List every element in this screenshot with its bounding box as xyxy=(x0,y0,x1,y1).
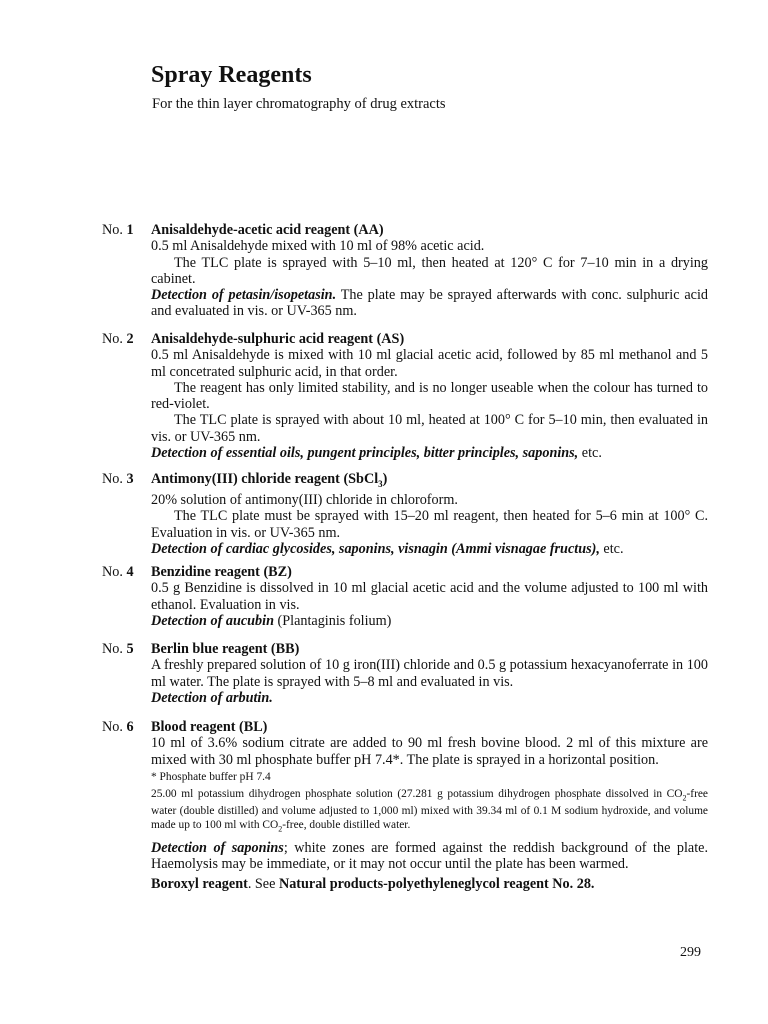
reagent-detection: Detection of arbutin. xyxy=(151,689,273,706)
reagent-stability-note: The reagent has only limited stability, and is no longer useable when the colour has turned to red-violet. xyxy=(151,379,708,413)
reagent-heading: Anisaldehyde-sulphuric acid reagent (AS) xyxy=(151,331,405,347)
entry-number: No. 1 xyxy=(102,222,134,238)
reagent-detection: Detection of petasin/isopetasin. The plate may be sprayed afterwards with conc. sulphuric acid and evaluated in vis. or UV-365 nm. xyxy=(151,287,708,320)
reagent-procedure: The TLC plate must be sprayed with 15–20 ml reagent, then heated for 5–6 min at 100° C. Evaluation in vis. or UV-365 nm. xyxy=(151,508,708,541)
reagent-entry-1 xyxy=(102,222,708,320)
entry-number: No. 2 xyxy=(102,331,134,347)
reagent-heading: Blood reagent (BL) xyxy=(151,719,268,735)
footnote-title: * Phosphate buffer pH 7.4 xyxy=(151,770,271,783)
entry-number: No. 5 xyxy=(102,641,134,657)
reagent-detection: Detection of aucubin (Plantaginis folium) xyxy=(151,612,392,629)
reagent-preparation: 10 ml of 3.6% sodium citrate are added to 90 ml fresh bovine blood. 2 ml of this mixture are mixed with 30 ml phosphate buffer pH 7.4*. The plate is sprayed in a horizontal position. xyxy=(151,735,708,768)
reagent-detection: Detection of saponins; white zones are formed against the reddish background of the plate. Haemolysis may be immediate, or it may not occur until the plate has been warmed. xyxy=(151,839,708,872)
reagent-preparation: A freshly prepared solution of 10 g iron(III) chloride and 0.5 g potassium hexacyanoferrate in 100 ml water. The plate is sprayed with 5–8 ml and evaluated in vis. xyxy=(151,657,708,690)
entry-number: No. 3 xyxy=(102,471,134,487)
reagent-procedure: The TLC plate is sprayed with 5–10 ml, then heated at 120° C for 7–10 min in a drying cabinet. xyxy=(151,254,708,287)
page-subtitle: For the thin layer chromatography of drug extracts xyxy=(152,96,446,112)
reagent-entry-5 xyxy=(102,641,708,706)
reagent-heading: Anisaldehyde-acetic acid reagent (AA) xyxy=(151,222,384,238)
reagent-entry-2 xyxy=(102,331,708,461)
entry-number: No. 4 xyxy=(102,564,134,580)
page-title: Spray Reagents xyxy=(151,62,312,88)
reagent-entry-6 xyxy=(102,719,708,893)
reagent-entry-4 xyxy=(102,564,708,629)
reagent-detection: Detection of essential oils, pungent principles, bitter principles, saponins, etc. xyxy=(151,445,602,462)
reagent-preparation: 0.5 ml Anisaldehyde is mixed with 10 ml glacial acetic acid, followed by 85 ml methanol and 5 ml concetrated sulphuric acid, in that order. xyxy=(151,347,708,380)
reagent-preparation: 20% solution of antimony(III) chloride in chloroform. xyxy=(151,492,458,509)
reagent-heading: Antimony(III) chloride reagent (SbCl$_3$) xyxy=(151,471,388,489)
reagent-procedure: The TLC plate is sprayed with about 10 ml, heated at 100° C for 5–10 min, then evaluated in vis. or UV-365 nm. xyxy=(151,412,708,445)
reagent-heading: Benzidine reagent (BZ) xyxy=(151,564,292,580)
reagent-heading: Berlin blue reagent (BB) xyxy=(151,641,300,657)
reagent-detection: Detection of cardiac glycosides, saponins, visnagin (Ammi visnagae fructus), etc. xyxy=(151,541,624,558)
reagent-entry-3 xyxy=(102,471,708,557)
page-number: 299 xyxy=(680,945,701,960)
reagent-preparation: 0.5 g Benzidine is dissolved in 10 ml glacial acetic acid and the volume adjusted to 100 ml with ethanol. Evaluation in vis. xyxy=(151,580,708,613)
boroxyl-crossref: Boroxyl reagent. See Natural products-polyethyleneglycol reagent No. 28. xyxy=(151,876,595,893)
reagent-preparation: 0.5 ml Anisaldehyde mixed with 10 ml of 98% acetic acid. xyxy=(151,238,485,255)
entry-number: No. 6 xyxy=(102,719,134,735)
footnote-body: 25.00 ml potassium dihydrogen phosphate solution (27.281 g potassium dihydrogen phosphate dissolved in $CO_2$-free water (double distilled) and volume adjusted to 1,000 ml) mixed with 39.34 ml of 0.1 M sodium hydroxide, and volume made up to 100 ml with $CO_2$-free, double distilled water. xyxy=(151,787,708,833)
